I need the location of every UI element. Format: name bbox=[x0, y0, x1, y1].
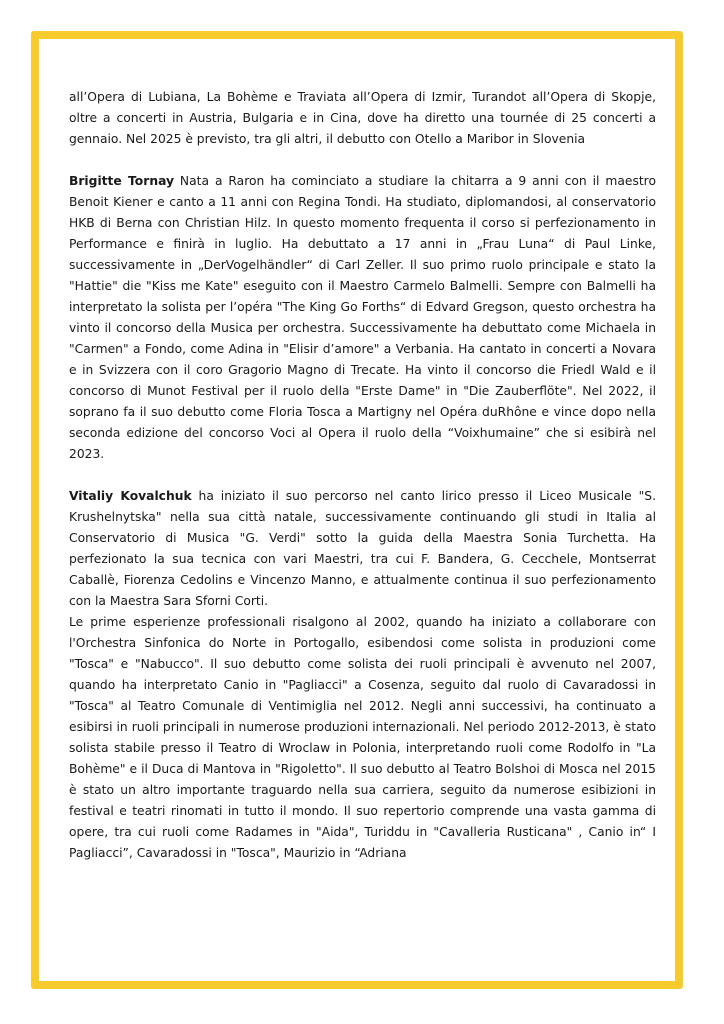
paragraph-spacer bbox=[69, 150, 656, 171]
paragraph-vitaliy-kovalchuk bbox=[69, 486, 656, 612]
bio-vitaliy-kovalchuk: ha iniziato il suo percorso nel canto lirico presso il Liceo Musicale "S. Krushelnytska" nella sua città natale, successivamente continuando gli studi in Italia al Conservatorio di Musica "G. Verdi" sotto la guida della Maestra Sonia Turchetta. Ha perfezionato la sua tecnica con vari Maestri, tra cui F. Bandera, G. Cecchele, Montserrat Caballè, Fiorenza Cedolins e Vincenzo Manno, e attualmente continua il suo perfezionamento con la Maestra Sara Sforni Corti. bbox=[69, 489, 657, 608]
paragraph-spacer bbox=[69, 465, 656, 486]
paragraph-career: Le prime esperienze professionali risalgono al 2002, quando ha iniziato a collaborare con l'Orchestra Sinfonica do Norte in Portogallo, esibendosi come solista in produzioni come "Tosca" e "Nabucco". Il suo debutto come solista dei ruoli principali è avvenuto nel 2007, quando ha interpretato Canio in "Pagliacci" a Cosenza, seguito dal ruolo di Cavaradossi in "Tosca" al Teatro Comunale di Ventimiglia nel 2012. Negli anni successivi, ha continuato a esibirsi in ruoli principali in numerose produzioni internazionali. Nel periodo 2012-2013, è stato solista stabile presso il Teatro di Wroclaw in Polonia, interpretando ruoli come Rodolfo in "La Bohème" e il Duca di Mantova in "Rigoletto". Il suo debutto al Teatro Bolshoi di Mosca nel 2015 è stato un altro importante traguardo nella sua carriera, seguito da numerose esibizioni in festival e teatri rinomati in tutto il mondo. Il suo repertorio comprende una vasta gamma di opere, tra cui ruoli come Radames in "Aida", Turiddu in "Cavalleria Rusticana" , Canio in“ I Pagliacci”, Cavaradossi in "Tosca", Maurizio in “Adriana bbox=[69, 615, 656, 860]
paragraph-conductor-continued: all’Opera di Lubiana, La Bohème e Traviata all’Opera di Izmir, Turandot all’Opera di Skopje, oltre a concerti in Austria, Bulgaria e in Cina, dove ha diretto una tournée di 25 concerti a gennaio. Nel 2025 è previsto, tra gli altri, il debutto con Otello a Maribor in Slovenia bbox=[69, 90, 656, 146]
paragraph-brigitte-tornay bbox=[69, 171, 656, 465]
artist-name-brigitte-tornay: Brigitte Tornay bbox=[69, 174, 175, 188]
bio-brigitte-tornay: Nata a Raron ha cominciato a studiare la chitarra a 9 anni con il maestro Benoit Kiener e canto a 11 anni con Regina Tondi. Ha studiato, diplomandosi, al conservatorio HKB di Berna con Christian Hilz. In questo momento frequenta il corso si perfezionamento in Performance e finirà in luglio. Ha debuttato a 17 anni in „Frau Luna“ di Paul Linke, successivamente in „DerVogelhändler“ di Carl Zeller. Il suo primo ruolo principale e stato la "Hattie" die "Kiss me Kate" eseguito con il Maestro Carmelo Balmelli. Sempre con Balmelli ha interpretato la solista per l’opéra "The King Go Forths“ di Edvard Gregson, questo orchestra ha vinto il concorso della Musica per orchestra. Successivamente ha debuttato come Michaela in "Carmen" a Fondo, come Adina in "Elisir d’amore" a Verbania. Ha cantato in concerti a Novara e in Svizzera con il coro Gragorio Magno di Trecate. Ha vinto il concorso die Friedl Wald e il concorso di Munot Festival per il ruolo della "Erste Dame" in "Die Zauberflöte". Nel 2022, il soprano fa il suo debutto come Floria Tosca a Martigny nel Opéra duRhône e vince dopo nella seconda edizione del concorso Voci al Opera il ruolo della “Voixhumaine” che si esibirà nel 2023. bbox=[69, 174, 656, 461]
artist-name-vitaliy-kovalchuk: Vitaliy Kovalchuk bbox=[69, 489, 192, 503]
document-body bbox=[69, 87, 656, 864]
